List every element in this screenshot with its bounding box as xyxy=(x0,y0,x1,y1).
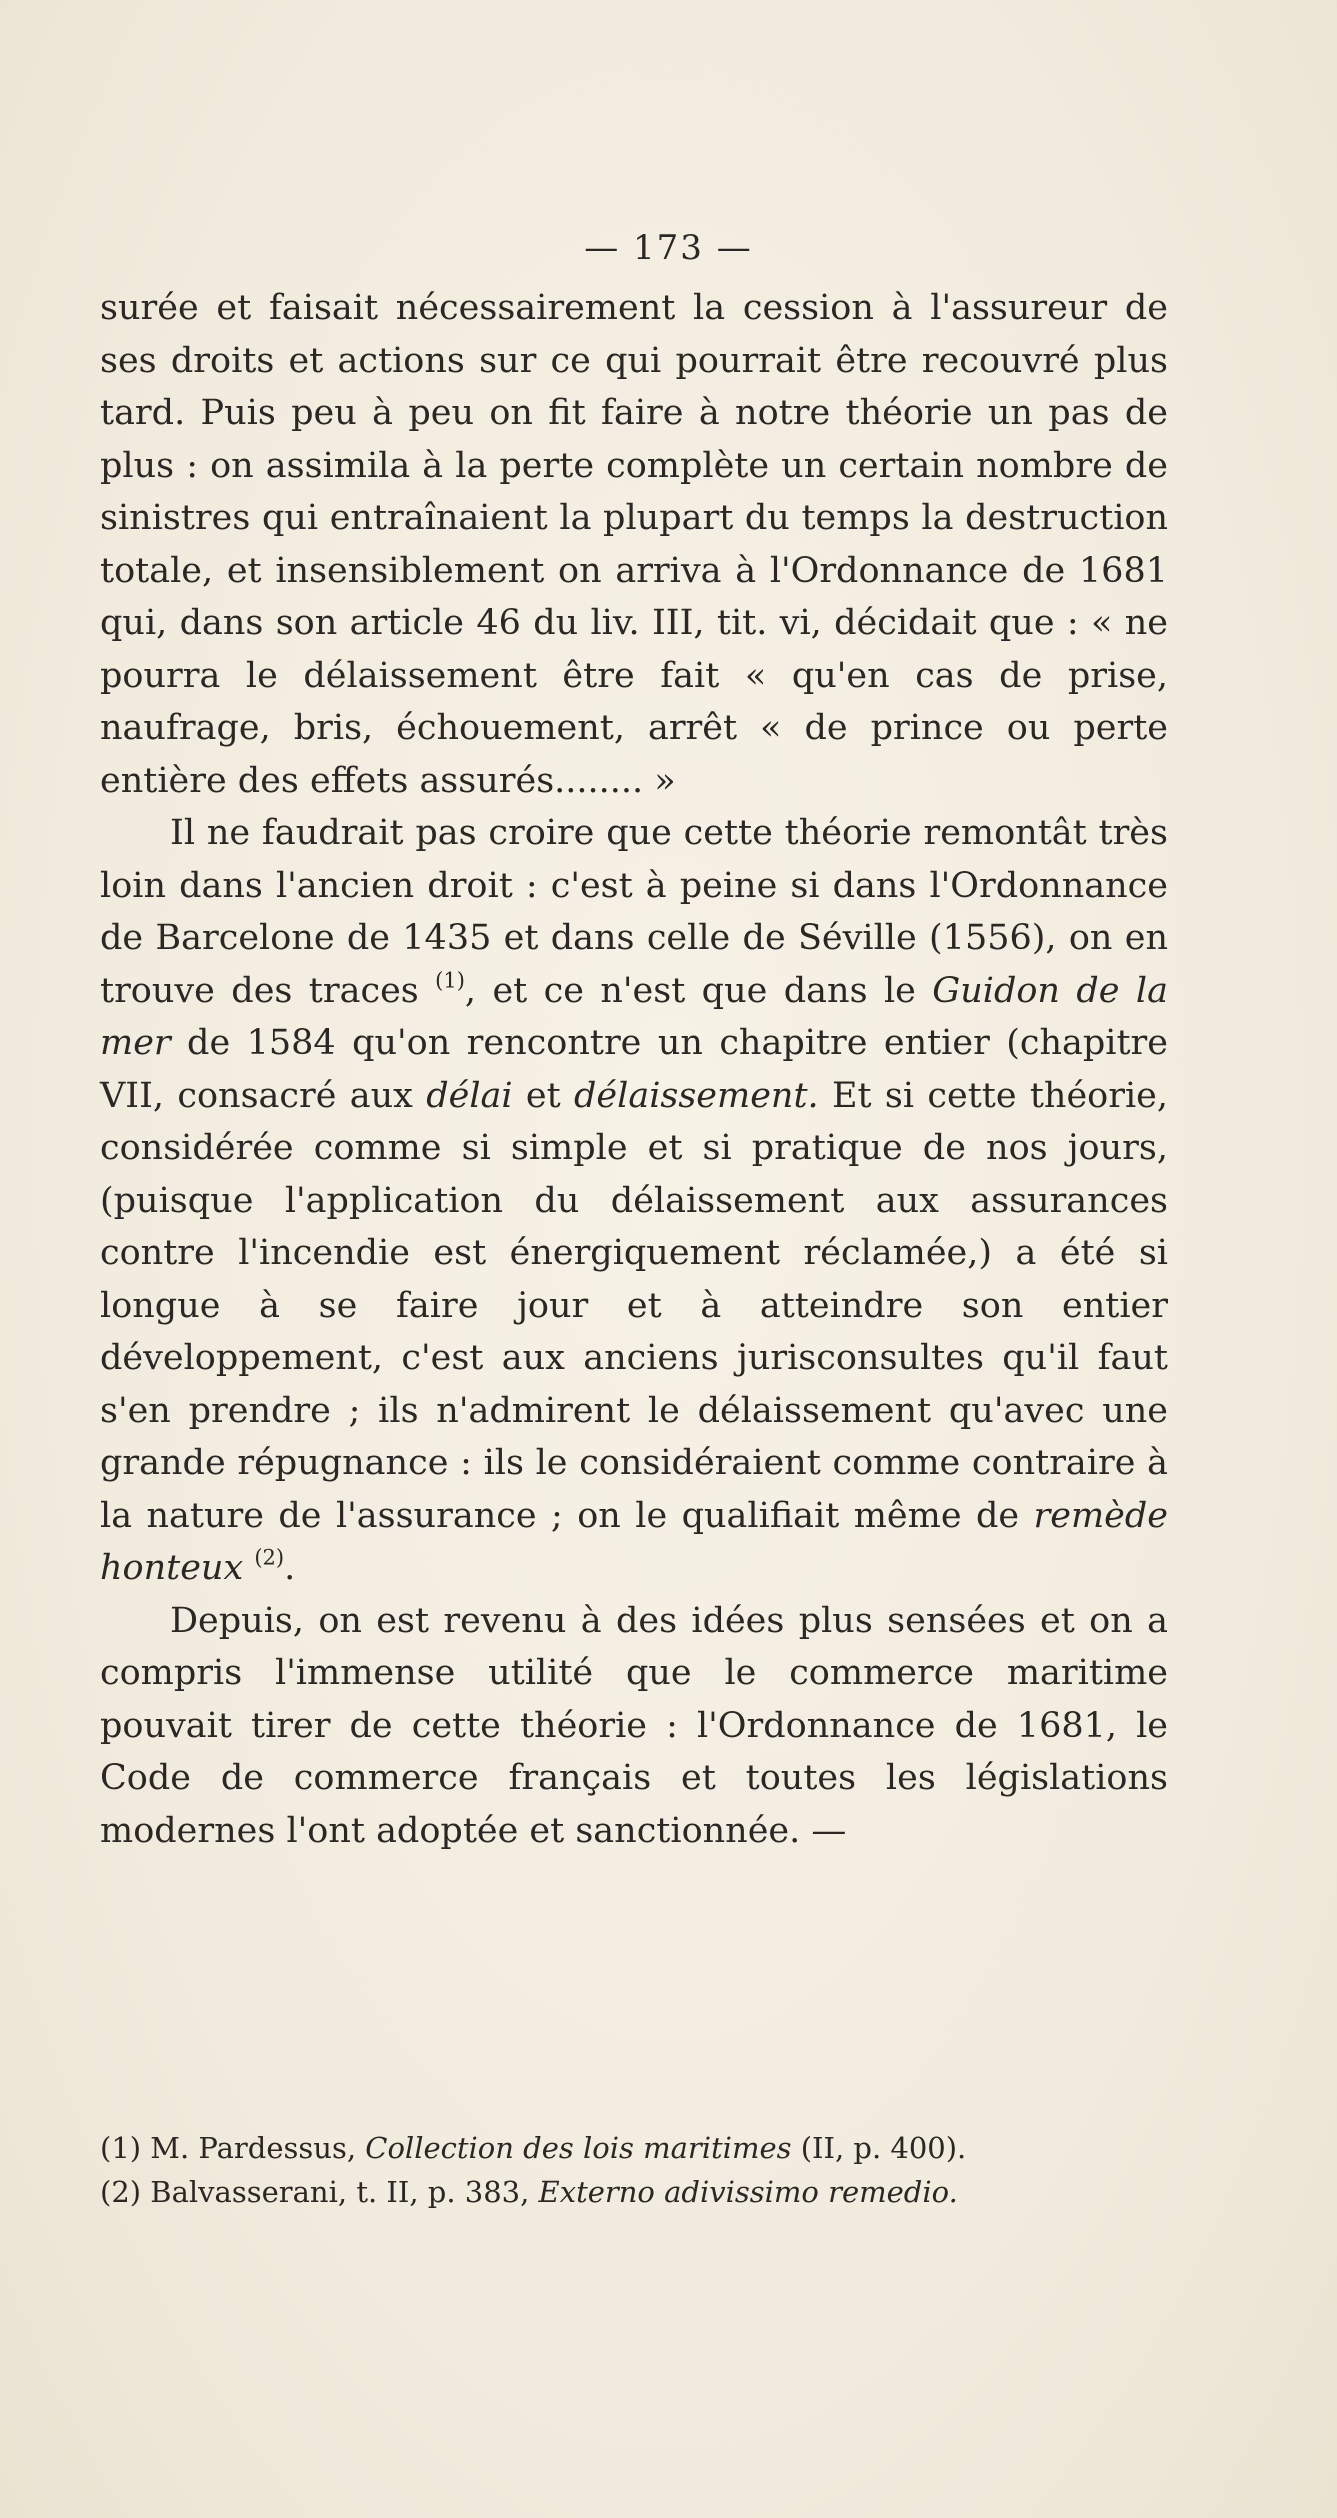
italic-text: Guidon de la mer xyxy=(100,970,1168,1063)
footnote-1 xyxy=(100,2126,1168,2170)
text-segment xyxy=(243,1548,254,1588)
italic-text: remède honteux xyxy=(100,1495,1168,1588)
text-segment: Il ne faudrait pas croire que cette théorie remontât très loin dans l'ancien droit : c'est à peine si dans l'Ordonnance de Barcelone de 1435 et dans celle de Séville (1556), on en trouve des traces xyxy=(100,813,1168,1011)
text-segment: Depuis, on est revenu à des idées plus sensées et on a compris l'immense utilité que le commerce maritime pouvait tirer de cette théorie : l'Ordonnance de 1681, le Code de commerce français et toutes les législations modernes l'ont adoptée et sanctionnée. — xyxy=(100,1600,1168,1851)
paragraph-2 xyxy=(100,807,1168,1595)
paragraph-3 xyxy=(100,1595,1168,1858)
text-segment: Et si cette théorie, considérée comme si simple et si pratique de nos jours, (puisque l'application du délaissement aux assurances contre l'incendie est énergiquement réclamée,) a été si longue à se faire jour et à atteindre son entier développement, c'est aux anciens jurisconsultes qu'il faut s'en prendre ; ils n'admirent le délaissement qu'avec une grande répugnance : ils le considéraient comme contraire à la nature de l'assurance ; on le qualifiait même de xyxy=(100,1075,1168,1536)
text-segment: (1) M. Pardessus, xyxy=(100,2131,366,2165)
italic-text: délaissement. xyxy=(574,1075,819,1116)
italic-text: délai xyxy=(426,1075,513,1116)
text-segment: , et ce n'est que dans le xyxy=(464,970,933,1011)
italic-text: Externo adivissimo remedio. xyxy=(538,2175,958,2209)
page-number: — 173 — xyxy=(584,228,753,268)
footnote-reference: (2) xyxy=(254,1545,285,1570)
text-segment: de 1584 qu'on rencontre un chapitre entier (chapitre VII, consacré aux xyxy=(100,1023,1168,1116)
footnote-reference: (1) xyxy=(435,967,465,992)
text-segment: (2) Balvasserani, t. II, p. 383, xyxy=(100,2175,539,2209)
footnote-2 xyxy=(100,2170,1168,2214)
text-segment: et xyxy=(512,1075,575,1116)
text-segment: surée et faisait nécessairement la cession à l'assureur de ses droits et actions sur ce qui pourrait être recouvré plus tard. Puis peu à peu on fit faire à notre théorie un pas de plus : on assimila à la perte complète un certain nombre de sinistres qui entraînaient la plupart du temps la destruction totale, et insensiblement on arriva à l'Ordonnance de 1681 qui, dans son article 46 du liv. III, tit. vi, décidait que : « ne pourra le délaissement être fait « qu'en cas de prise, naufrage, bris, échouement, arrêt « de prince ou perte entière des effets assurés........ » xyxy=(100,288,1168,801)
text-segment: . xyxy=(284,1548,296,1588)
paragraph-1 xyxy=(100,282,1168,807)
text-segment: (II, p. 400). xyxy=(791,2131,967,2165)
italic-text: Collection des lois maritimes xyxy=(365,2131,792,2165)
footnotes xyxy=(100,2126,1168,2214)
main-text xyxy=(100,282,1168,1857)
